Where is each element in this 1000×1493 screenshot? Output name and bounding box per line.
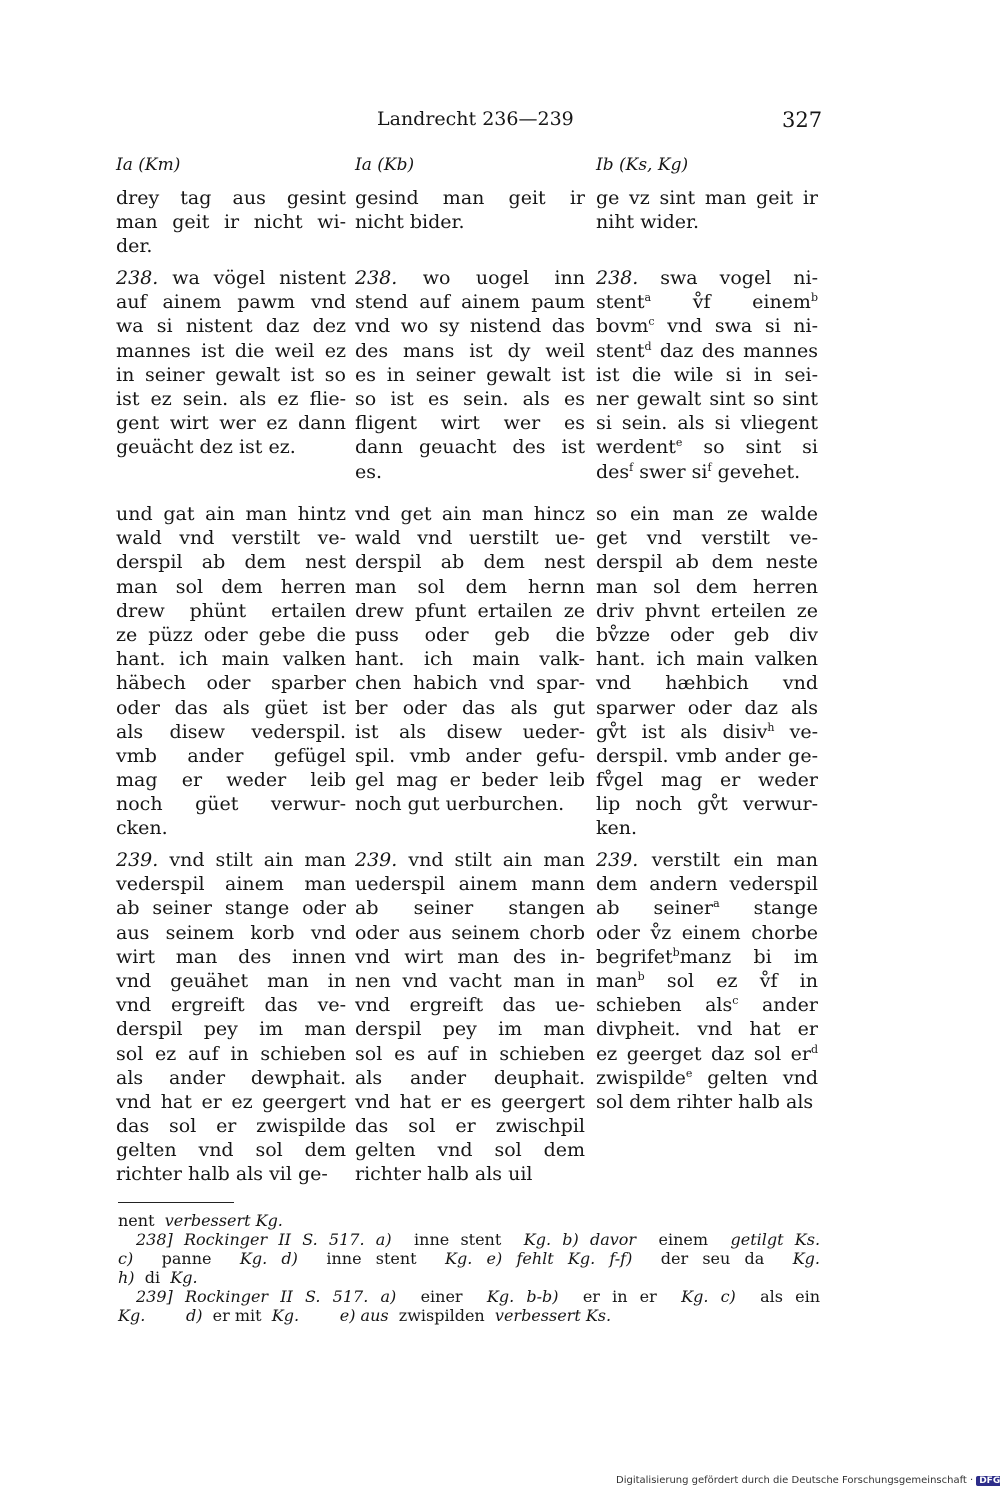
text-block xyxy=(355,502,585,816)
column-siglum-2: Ia (Kb) xyxy=(355,155,415,175)
text-line: ab seiner$^a$ stange xyxy=(596,897,818,920)
article-number: 239. xyxy=(116,849,159,871)
text-line: sol dem rihter halb als xyxy=(596,1090,814,1113)
text-line: puss oder geb die xyxy=(355,623,585,646)
page-header xyxy=(0,108,1000,138)
dfg-logo: DFG xyxy=(976,1476,1000,1486)
article-number: 239. xyxy=(355,849,398,871)
footnote-segment: Kg. xyxy=(239,1249,268,1268)
footnote-marker: f xyxy=(707,460,712,474)
footnote-segment: Kg. xyxy=(792,1249,820,1268)
footnote-line xyxy=(118,1249,820,1268)
footnote-segment: b-b) xyxy=(526,1287,559,1306)
footnote-segment: h) xyxy=(118,1268,135,1287)
footnote-line xyxy=(118,1211,820,1230)
credit-text: Digitalisierung gefördert durch die Deutsche Forschungsgemeinschaft · xyxy=(616,1475,974,1486)
text-line: vnd geuähet man in xyxy=(116,969,346,992)
text-line: wald vnd uerstilt ue- xyxy=(355,527,585,550)
footnote-marker: b xyxy=(637,969,645,983)
text-line: ist ez sein. als ez flie- xyxy=(116,387,346,410)
text-line: geuächt dez ist ez. xyxy=(116,436,296,459)
text-line: bovm$^c$ vnd swa si ni- xyxy=(596,315,818,338)
text-line: vnd ergreift das ue- xyxy=(355,994,585,1017)
text-line: vederspil ainem man xyxy=(116,873,346,896)
footnote-segment: Kg. xyxy=(681,1287,709,1306)
text-line: häbech oder sparber xyxy=(116,672,346,695)
text-line: man$^b$ sol ez v̊f in xyxy=(596,969,818,992)
text-line: gesind man geit ir xyxy=(355,187,585,209)
text-line: in seiner gewalt ist so xyxy=(116,363,346,386)
footnote-segment: zwispilden xyxy=(393,1306,490,1325)
text-line: derspil pey im man xyxy=(116,1018,346,1041)
footnote-line xyxy=(118,1306,820,1325)
text-block xyxy=(116,266,346,460)
text-line: vmb ander gefügel xyxy=(116,744,346,767)
text-line: ber oder das als gut xyxy=(355,696,585,719)
footnote-segment xyxy=(150,1306,181,1325)
footnote-line xyxy=(118,1268,820,1287)
text-line: ez geerget daz sol $er^d$ xyxy=(596,1042,818,1065)
text-line: das sol er zwischpil xyxy=(355,1115,585,1138)
text-line: noch gut uerburchen. xyxy=(355,793,565,816)
text-line: es. xyxy=(355,460,383,483)
footnote-segment: Kg. xyxy=(523,1230,552,1249)
footnote-segment: verbessert Ks. xyxy=(494,1306,612,1325)
text-line: stend auf ainem paum xyxy=(355,291,585,314)
text-line: als ander deuphait. xyxy=(355,1066,585,1089)
text-line: aus seinem korb vnd xyxy=(116,921,346,944)
text-line: nicht bider. xyxy=(355,211,465,234)
footnote-segment: d) xyxy=(281,1249,298,1268)
text-line: lip noch gv̊t verwur- xyxy=(596,793,818,816)
footnote-segment: er mit xyxy=(207,1306,267,1325)
text-line: 239. vnd stilt ain man xyxy=(116,849,346,871)
footnote-segment: 238] Rockinger II S. 517. xyxy=(136,1230,365,1249)
text-line: man sol dem herren xyxy=(596,575,818,598)
text-line: vnd hat er ez geergert xyxy=(116,1090,346,1113)
text-line: vnd hæhbich vnd xyxy=(596,672,818,695)
text-line: begrifet$^b$manz bi im xyxy=(596,945,818,968)
footnote-segment: c) xyxy=(118,1249,134,1268)
text-block xyxy=(116,502,346,841)
text-line: ab seiner stange oder xyxy=(116,897,346,920)
text-line: so ein man ze walde xyxy=(596,503,818,525)
text-line: des$^f$ swer $si^f$ gevehet. xyxy=(596,460,801,483)
text-line: ner gewalt sint so sint xyxy=(596,387,818,410)
text-line: derspil pey im man xyxy=(355,1018,585,1041)
text-line: dann geuacht des ist xyxy=(355,436,585,459)
text-line: noch güet verwur- xyxy=(116,793,346,816)
footnote-segment: einem xyxy=(647,1230,720,1249)
footnotes xyxy=(118,1211,820,1325)
footnote-segment: a) xyxy=(380,1287,397,1306)
text-block xyxy=(596,848,818,1114)
footnote-segment: d) xyxy=(185,1306,203,1325)
text-line: drew pfunt ertailen ze xyxy=(355,599,585,622)
text-block xyxy=(355,848,585,1187)
footnote-segment: als ein xyxy=(747,1287,821,1306)
article-number: 238. xyxy=(355,267,398,289)
text-line: wirt man des innen xyxy=(116,945,346,968)
text-line: vnd wirt man des in- xyxy=(355,945,585,968)
footnote-segment: inne stent xyxy=(312,1249,431,1268)
text-line: vnd ergreift das ve- xyxy=(116,994,346,1017)
text-line: als disew vederspil. xyxy=(116,720,346,743)
text-line: das sol er zwispilde xyxy=(116,1115,346,1138)
text-line: 239. verstilt ein man xyxy=(596,849,818,871)
footnote-marker: c xyxy=(648,315,655,329)
text-line: sol es auf in schieben xyxy=(355,1042,585,1065)
footnote-segment: f-f) xyxy=(609,1249,633,1268)
footnote-marker: c xyxy=(732,994,739,1008)
page-number: 327 xyxy=(782,108,823,132)
text-line: vnd hat er es geergert xyxy=(355,1090,585,1113)
text-line: oder v̊z einem chorbe xyxy=(596,921,818,944)
footnote-segment: b) davor xyxy=(562,1230,637,1249)
text-line: auf ainem pawm vnd xyxy=(116,291,346,314)
footnote-segment: einer xyxy=(408,1287,475,1306)
text-line: hant. ich main valken xyxy=(116,648,346,671)
footnote-segment: e) fehlt Kg. xyxy=(486,1249,596,1268)
text-line: cken. xyxy=(116,817,168,840)
footnote-marker: e xyxy=(675,436,683,450)
text-line: si sein. als si vliegent xyxy=(596,412,818,435)
text-line: richter halb als vil ge- xyxy=(116,1163,328,1186)
text-line: mag er weder leib xyxy=(116,769,346,792)
text-line: gelten vnd sol dem xyxy=(355,1139,585,1162)
text-line: ist die wile si in sei- xyxy=(596,363,818,386)
text-line: zwispilde$^e$ gelten vnd xyxy=(596,1066,818,1089)
text-line: dem andern vederspil xyxy=(596,873,818,896)
footnote-segment: Kg. xyxy=(118,1306,146,1325)
footnote-marker: a xyxy=(644,291,652,305)
footnote-segment: Kg. xyxy=(445,1249,473,1268)
text-line: sparwer oder daz als xyxy=(596,696,818,719)
footnote-segment: getilgt Ks. xyxy=(730,1230,821,1249)
text-line: vnd get ain man hincz xyxy=(355,503,585,525)
text-block xyxy=(355,186,585,234)
text-line: gelten vnd sol dem xyxy=(116,1139,346,1162)
text-line: oder aus seinem chorb xyxy=(355,921,585,944)
text-block xyxy=(596,502,818,841)
text-line: ken. xyxy=(596,817,638,840)
footnote-marker: f xyxy=(629,460,634,474)
text-line: schieben als$^c$ ander xyxy=(596,994,818,1017)
text-line: derspil ab dem nest xyxy=(355,551,585,574)
text-line: divpheit. vnd hat er xyxy=(596,1018,818,1041)
footnote-line xyxy=(118,1230,820,1249)
footnote-segment: Kg. xyxy=(170,1268,198,1287)
text-line: gv̊t ist als disiv$^h$ ve- xyxy=(596,720,819,743)
footnote-marker: a xyxy=(713,897,720,911)
text-line: richter halb als uil xyxy=(355,1163,533,1186)
text-line: stent$^a$ v̊f einem$^b$ xyxy=(596,291,818,314)
text-line: derspil ab dem neste xyxy=(596,551,818,574)
text-line: nen vnd vacht man in xyxy=(355,969,585,992)
text-line: hant. ich main valken xyxy=(596,648,818,671)
footnote-marker: b xyxy=(672,945,680,959)
text-line: drey tag aus gesint xyxy=(116,187,346,209)
text-line: mannes ist die weil ez xyxy=(116,339,346,362)
text-line: chen habich vnd spar- xyxy=(355,672,585,695)
text-line: und gat ain man hintz xyxy=(116,503,346,525)
footnote-segment: nent xyxy=(118,1211,160,1230)
footnote-segment: c) xyxy=(720,1287,736,1306)
text-line: derspil ab dem nest xyxy=(116,551,346,574)
text-line: fv̊gel mag er weder xyxy=(596,769,818,792)
text-block xyxy=(596,186,818,234)
footnote-segment: a) xyxy=(375,1230,392,1249)
footnote-segment: Kg. xyxy=(271,1306,300,1325)
footnote-segment xyxy=(304,1306,335,1325)
text-line: als ander dewphait. xyxy=(116,1066,346,1089)
text-line: 238. wa vögel nistent xyxy=(116,267,346,289)
footnote-segment: 239] Rockinger II S. 517. xyxy=(136,1287,369,1306)
text-line: ab seiner stangen xyxy=(355,897,585,920)
footnote-segment: e) aus xyxy=(339,1306,389,1325)
footnote-segment: er in er xyxy=(570,1287,669,1306)
footnote-marker: b xyxy=(810,291,818,305)
footnote-segment: inne stent xyxy=(402,1230,513,1249)
article-number: 239. xyxy=(596,849,639,871)
text-line: 238. swa vogel ni- xyxy=(596,267,818,289)
text-line: 239. vnd stilt ain man xyxy=(355,849,585,871)
footnote-segment: panne xyxy=(147,1249,226,1268)
article-number: 238. xyxy=(596,267,639,289)
text-line: driv phvnt erteilen ze xyxy=(596,599,818,622)
footnote-marker: d xyxy=(644,339,652,353)
footnote-marker: d xyxy=(810,1042,818,1056)
text-line: oder das als güet ist xyxy=(116,696,346,719)
text-block xyxy=(116,848,346,1187)
footnote-segment: Kg. xyxy=(486,1287,515,1306)
text-line: bv̊zze oder geb div xyxy=(596,623,818,646)
text-line: fligent wirt wer es xyxy=(355,412,585,435)
text-line: man geit ir nicht wi- xyxy=(116,211,346,234)
text-line: gent wirt wer ez dann xyxy=(116,412,346,435)
footnote-marker: e xyxy=(685,1066,693,1080)
text-line: sol ez auf in schieben xyxy=(116,1042,346,1065)
text-line: wa si nistent daz dez xyxy=(116,315,346,338)
text-line: ze püzz oder gebe die xyxy=(116,623,346,646)
text-line: drew phünt ertailen xyxy=(116,599,346,622)
text-line: uederspil ainem mann xyxy=(355,873,585,896)
text-line: werdent$^e$ so sint si xyxy=(596,436,818,459)
text-line: 238. wo uogel inn xyxy=(355,267,585,289)
text-block xyxy=(355,266,585,484)
footnote-marker: h xyxy=(767,720,775,734)
text-line: es in seiner gewalt ist xyxy=(355,363,585,386)
text-line: wald vnd verstilt ve- xyxy=(116,527,346,550)
column-siglum-1: Ia (Km) xyxy=(116,155,181,175)
text-line: vnd wo sy nistend das xyxy=(355,315,585,338)
text-line: so ist es sein. als es xyxy=(355,387,585,410)
column-siglum-3: Ib (Ks, Kg) xyxy=(596,155,689,175)
footnote-segment: di xyxy=(139,1268,166,1287)
article-number: 238. xyxy=(116,267,159,289)
text-line: niht wider. xyxy=(596,211,700,234)
text-line: spil. vmb ander gefu- xyxy=(355,744,585,767)
text-line: get vnd verstilt ve- xyxy=(596,527,818,550)
text-line: gel mag er beder leib xyxy=(355,769,585,792)
footnote-rule xyxy=(118,1202,234,1203)
text-line: stent$^d$ daz des mannes xyxy=(596,339,818,362)
footnote-segment: verbessert Kg. xyxy=(164,1211,283,1230)
text-line: hant. ich main valk- xyxy=(355,648,585,671)
digitization-credit xyxy=(616,1475,1000,1486)
text-line: der. xyxy=(116,235,153,258)
text-line: man sol dem hernn xyxy=(355,575,585,598)
text-block xyxy=(596,266,818,484)
running-title: Landrecht 236—239 xyxy=(377,108,574,130)
text-line: ge vz sint man geit ir xyxy=(596,187,818,209)
text-line: ist als disew ueder- xyxy=(355,720,585,743)
footnote-segment: der seu da xyxy=(646,1249,779,1268)
text-line: des mans ist dy weil xyxy=(355,339,585,362)
text-line: derspil. vmb ander ge- xyxy=(596,744,818,767)
text-block xyxy=(116,186,346,259)
footnote-line xyxy=(118,1287,820,1306)
text-line: man sol dem herren xyxy=(116,575,346,598)
